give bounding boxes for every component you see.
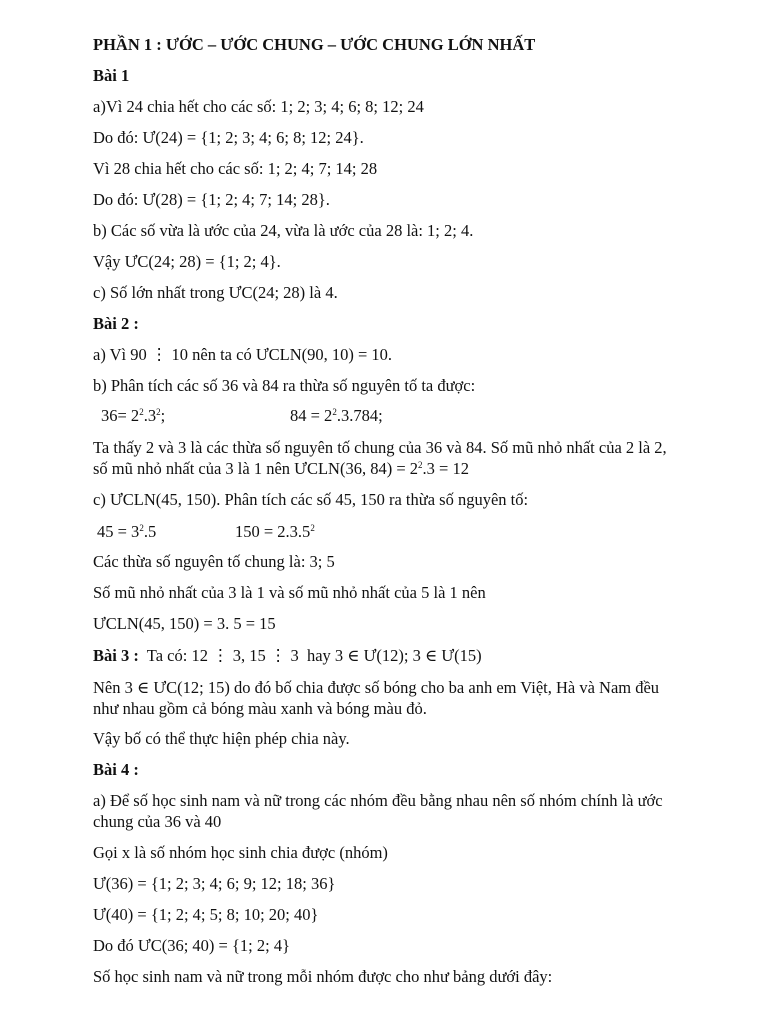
exercise-1-title: Bài 1 xyxy=(93,66,130,85)
part-heading: PHẦN 1 : ƯỚC – ƯỚC CHUNG – ƯỚC CHUNG LỚN NHẤT xyxy=(93,35,536,54)
exercise-2-line: Các thừa số nguyên tố chung là: 3; 5 xyxy=(93,552,335,571)
exercise-3-line: như nhau gồm cả bóng màu xanh và bóng màu đỏ. xyxy=(93,699,427,718)
exercise-4-line: chung của 36 và 40 xyxy=(93,812,222,831)
exercise-2-part-a: a) Vì 90 ⋮ 10 nên ta có ƯCLN(90, 10) = 10. xyxy=(93,345,393,364)
exercise-2-line: Số mũ nhỏ nhất của 3 là 1 và số mũ nhỏ nhất của 5 là 1 nên xyxy=(93,583,486,602)
exercise-4-line: Ư(36) = {1; 2; 3; 4; 6; 9; 12; 18; 36} xyxy=(93,874,336,893)
exercise-4-line: Gọi x là số nhóm học sinh chia được (nhóm) xyxy=(93,843,388,862)
exercise-1-line: Vì 28 chia hết cho các số: 1; 2; 4; 7; 14; 28 xyxy=(93,159,378,178)
exercise-1-line: b) Các số vừa là ước của 24, vừa là ước của 28 là: 1; 2; 4. xyxy=(93,221,474,240)
factorization-84: $84 = 2^2.3.784$; xyxy=(290,406,383,425)
exercise-4-line: Số học sinh nam và nữ trong mỗi nhóm được cho như bảng dưới đây: xyxy=(93,967,553,986)
exercise-2-part-b: b) Phân tích các số 36 và 84 ra thừa số nguyên tố ta được: xyxy=(93,376,476,395)
exercise-4-title: Bài 4 : xyxy=(93,760,139,779)
exercise-1-line: Do đó: Ư(28) = {1; 2; 4; 7; 14; 28}. xyxy=(93,190,330,209)
exercise-2-result: ƯCLN(45, 150) = 3. 5 = 15 xyxy=(93,614,276,633)
exercise-4-line: Do đó ƯC(36; 40) = {1; 2; 4} xyxy=(93,936,290,955)
exercise-4-line: a) Để số học sinh nam và nữ trong các nhóm đều bằng nhau nên số nhóm chính là ước xyxy=(93,791,663,810)
exercise-3-title: Bài 3 : xyxy=(93,646,139,665)
exercise-2-explanation: số mũ nhỏ nhất của 3 là 1 nên ƯCLN(36, $84) = 2^2.3 = 12$ xyxy=(93,459,469,478)
exercise-1-line: a)Vì 24 chia hết cho các số: 1; 2; 3; 4; 6; 8; 12; 24 xyxy=(93,97,424,116)
exercise-1-line: Vậy ƯC(24; 28) = {1; 2; 4}. xyxy=(93,252,281,271)
exercise-3-line: Nên 3 ∈ ƯC(12; 15) do đó bố chia được số bóng cho ba anh em Việt, Hà và Nam đều xyxy=(93,678,660,697)
factorization-36: $36= 2^2.3^2$; xyxy=(101,406,166,425)
factorization-150: $150 = 2.3.5^2$ xyxy=(235,522,315,541)
exercise-2-part-c: c) ƯCLN(45, 150). Phân tích các số 45, 150 ra thừa số nguyên tố: xyxy=(93,490,529,509)
exercise-3-intro: Bài 3 : Ta có: 12 ⋮ 3, 15 ⋮ 3 hay 3 ∈ Ư(12); 3 ∈ Ư(15) xyxy=(93,646,482,665)
exercise-4-line: Ư(40) = {1; 2; 4; 5; 8; 10; 20; 40} xyxy=(93,905,319,924)
factorization-45: $45 = 3^2.5$ xyxy=(97,522,157,541)
exercise-2-title: Bài 2 : xyxy=(93,314,139,333)
exercise-3-conclusion: Vậy bố có thể thực hiện phép chia này. xyxy=(93,729,350,748)
exercise-1-line: Do đó: Ư(24) = {1; 2; 3; 4; 6; 8; 12; 24}. xyxy=(93,128,364,147)
exercise-2-explanation: Ta thấy 2 và 3 là các thừa số nguyên tố chung của 36 và 84. Số mũ nhỏ nhất của 2 là 2, xyxy=(93,438,667,457)
exercise-1-line: c) Số lớn nhất trong ƯC(24; 28) là 4. xyxy=(93,283,338,302)
